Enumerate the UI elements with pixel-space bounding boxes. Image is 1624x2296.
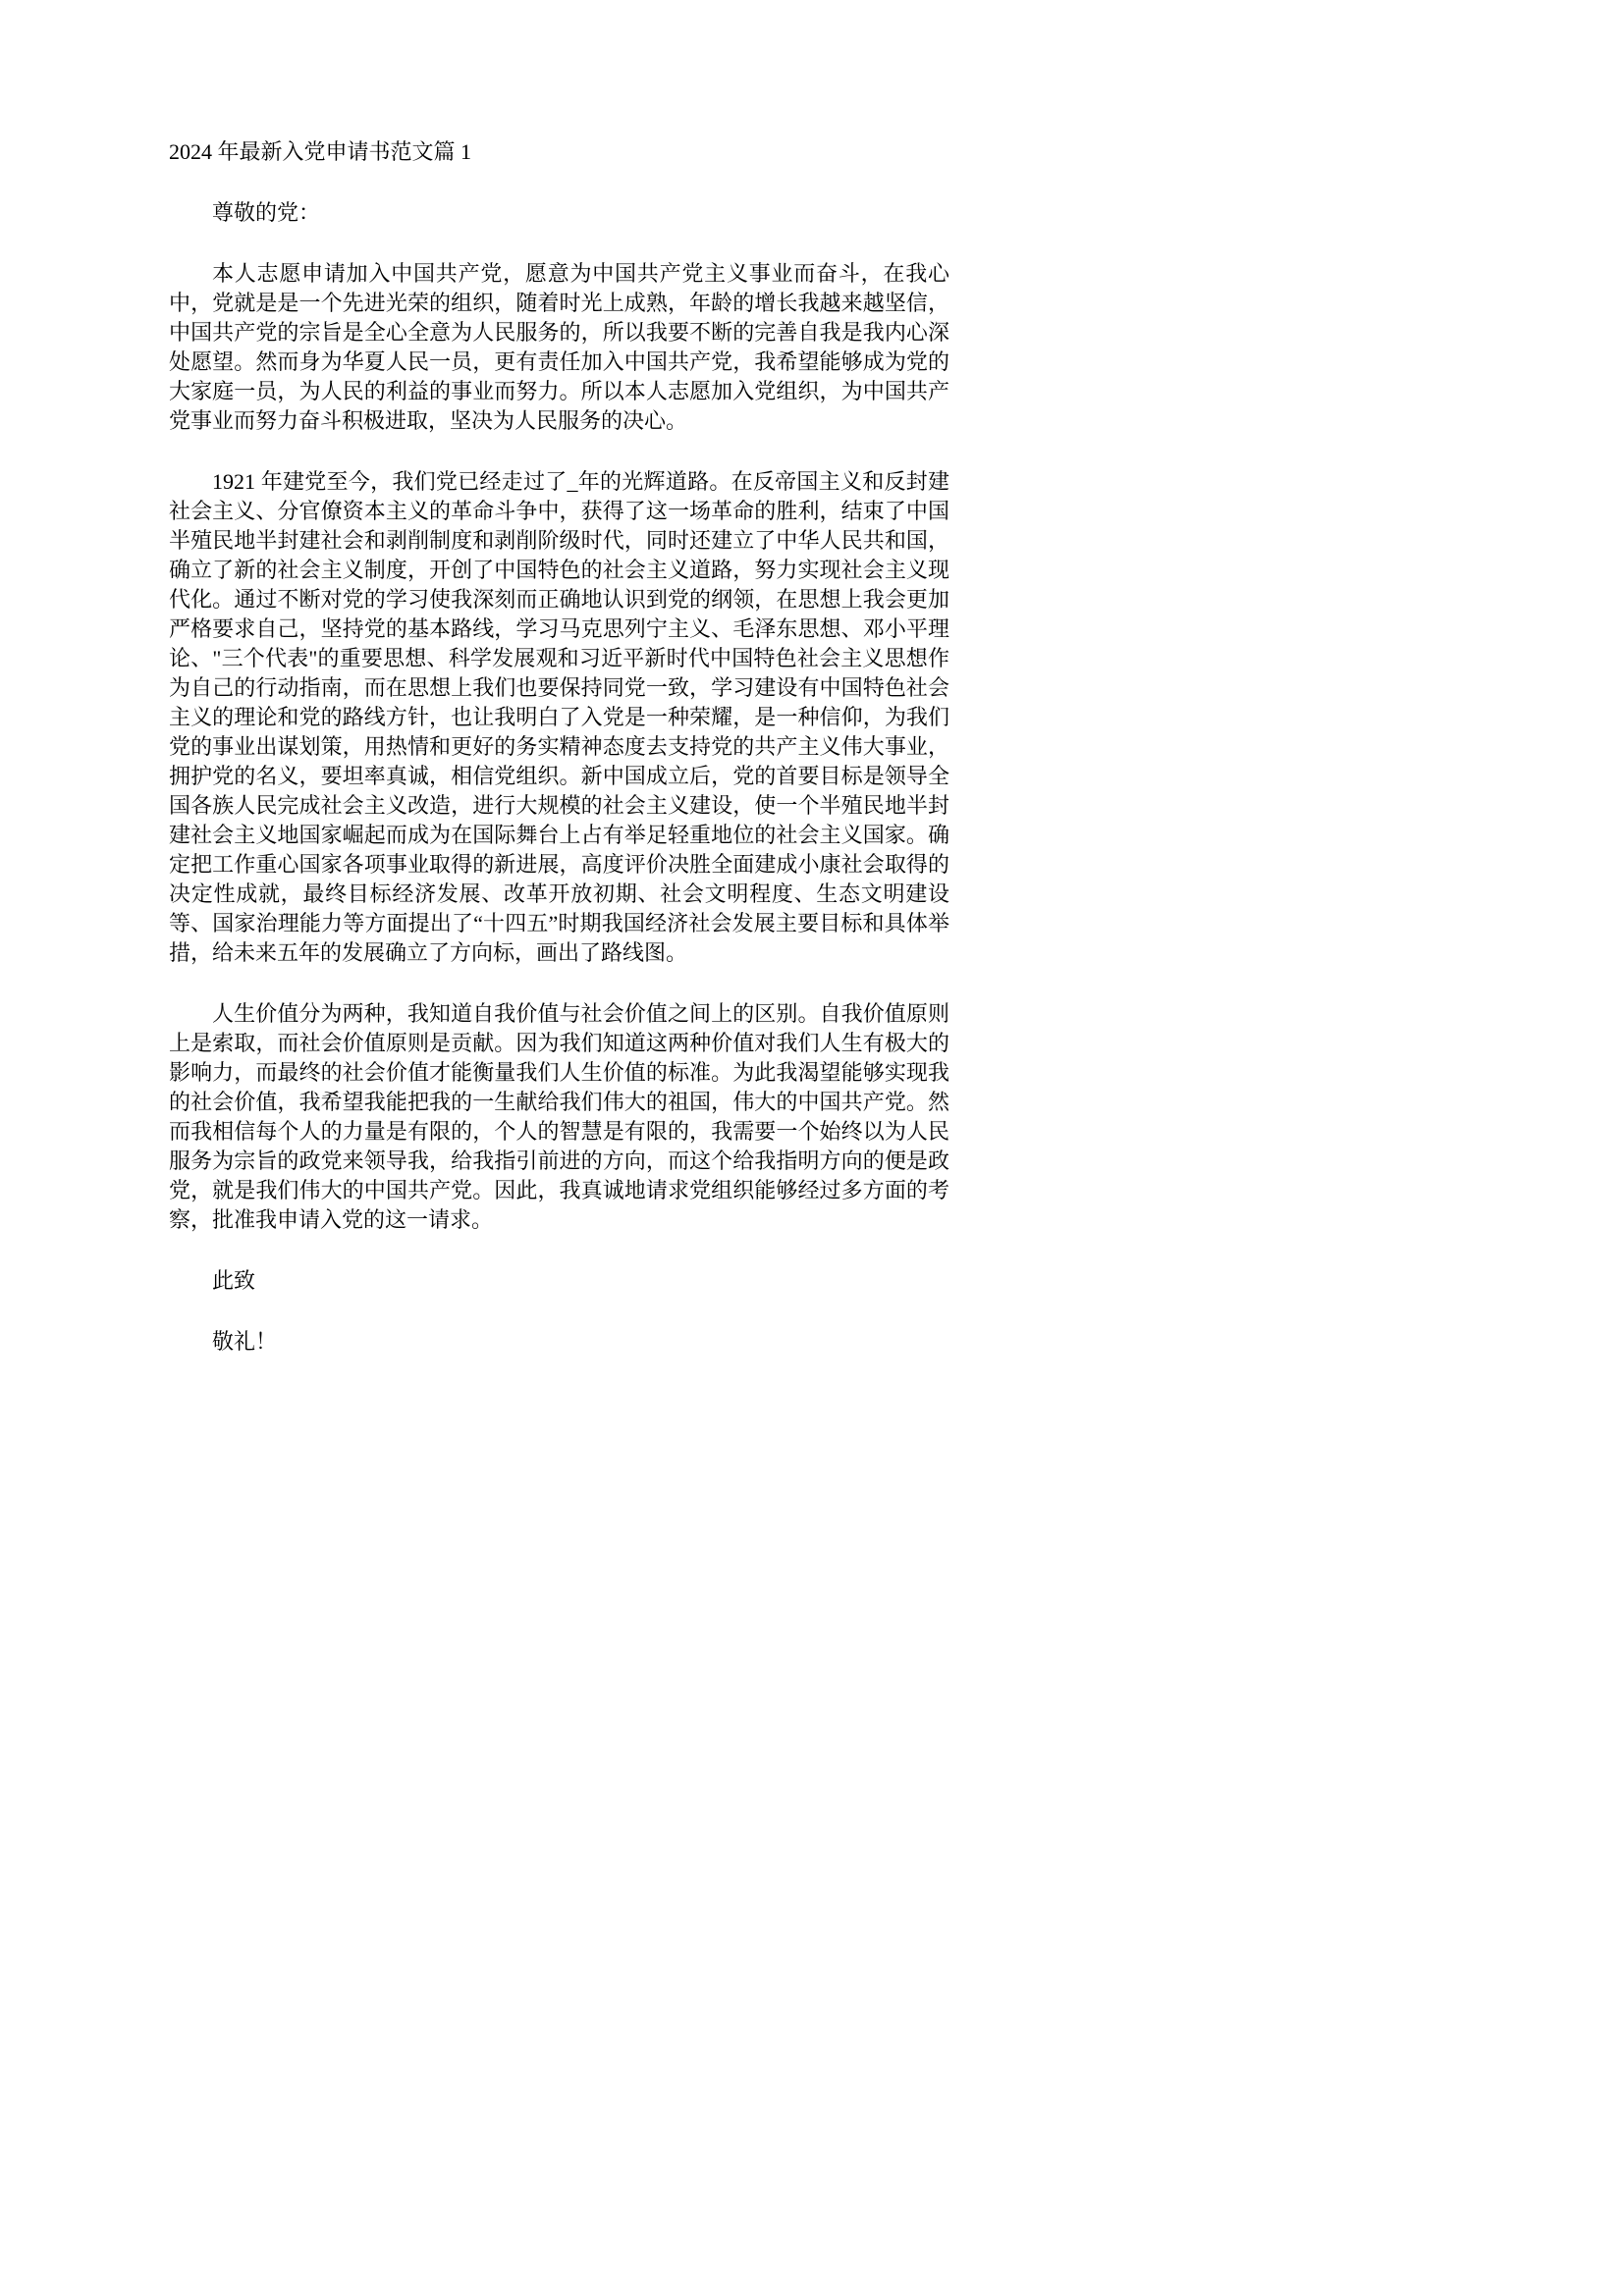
document-title: 2024 年最新入党申请书范文篇 1 xyxy=(169,139,472,164)
closing-salute: 敬礼！ xyxy=(212,1329,278,1354)
salutation: 尊敬的党： xyxy=(212,200,321,225)
closing-cizhi: 此致 xyxy=(212,1268,256,1293)
paragraph-intro: 本人志愿申请加入中国共产党，愿意为中国共产党主义事业而奋斗，在我心中，党就是是一个先进光荣的组织，随着时光上成熟，年龄的增长我越来越坚信，中国共产党的宗旨是全心全意为人民服务的，所以我要不断的完善自我是我内心深处愿望。然而身为华夏人民一员，更有责任加入中国共产党，我希望能够成为党的大家庭一员，为人民的利益的事业而努力。所以本人志愿加入党组织，为中国共产党事业而努力奋斗积极进取，坚决为人民服务的决心。 xyxy=(169,261,949,433)
paragraph-history: 1921 年建党至今，我们党已经走过了_年的光辉道路。在反帝国主义和反封建社会主义、分官僚资本主义的革命斗争中，获得了这一场革命的胜利，结束了中国半殖民地半封建社会和剥削制度和剥削阶级时代，同时还建立了中华人民共和国，确立了新的社会主义制度，开创了中国特色的社会主义道路，努力实现社会主义现代化。通过不断对党的学习使我深刻而正确地认识到党的纲领，在思想上我会更加严格要求自己，坚持党的基本路线，学习马克思列宁主义、毛泽东思想、邓小平理论、"三个代表"的重要思想、科学发展观和习近平新时代中国特色社会主义思想作为自己的行动指南，而在思想上我们也要保持同党一致，学习建设有中国特色社会主义的理论和党的路线方针，也让我明白了入党是一种荣耀，是一种信仰，为我们党的事业出谋划策，用热情和更好的务实精神态度去支持党的共产主义伟大事业，拥护党的名义，要坦率真诚，相信党组织。新中国成立后，党的首要目标是领导全国各族人民完成社会主义改造，进行大规模的社会主义建设，使一个半殖民地半封建社会主义地国家崛起而成为在国际舞台上占有举足轻重地位的社会主义国家。确定把工作重心国家各项事业取得的新进展，高度评价决胜全面建成小康社会取得的决定性成就，最终目标经济发展、改革开放初期、社会文明程度、生态文明建设等、国家治理能力等方面提出了“十四五”时期我国经济社会发展主要目标和具体举措，给未来五年的发展确立了方向标，画出了路线图。 xyxy=(169,469,949,965)
paragraph-values: 人生价值分为两种，我知道自我价值与社会价值之间上的区别。自我价值原则上是索取，而社会价值原则是贡献。因为我们知道这两种价值对我们人生有极大的影响力，而最终的社会价值才能衡量我们人生价值的标准。为此我渴望能够实现我的社会价值，我希望我能把我的一生献给我们伟大的祖国，伟大的中国共产党。然而我相信每个人的力量是有限的，个人的智慧是有限的，我需要一个始终以为人民服务为宗旨的政党来领导我，给我指引前进的方向，而这个给我指明方向的便是政党，就是我们伟大的中国共产党。因此，我真诚地请求党组织能够经过多方面的考察，批准我申请入党的这一请求。 xyxy=(169,1001,949,1232)
